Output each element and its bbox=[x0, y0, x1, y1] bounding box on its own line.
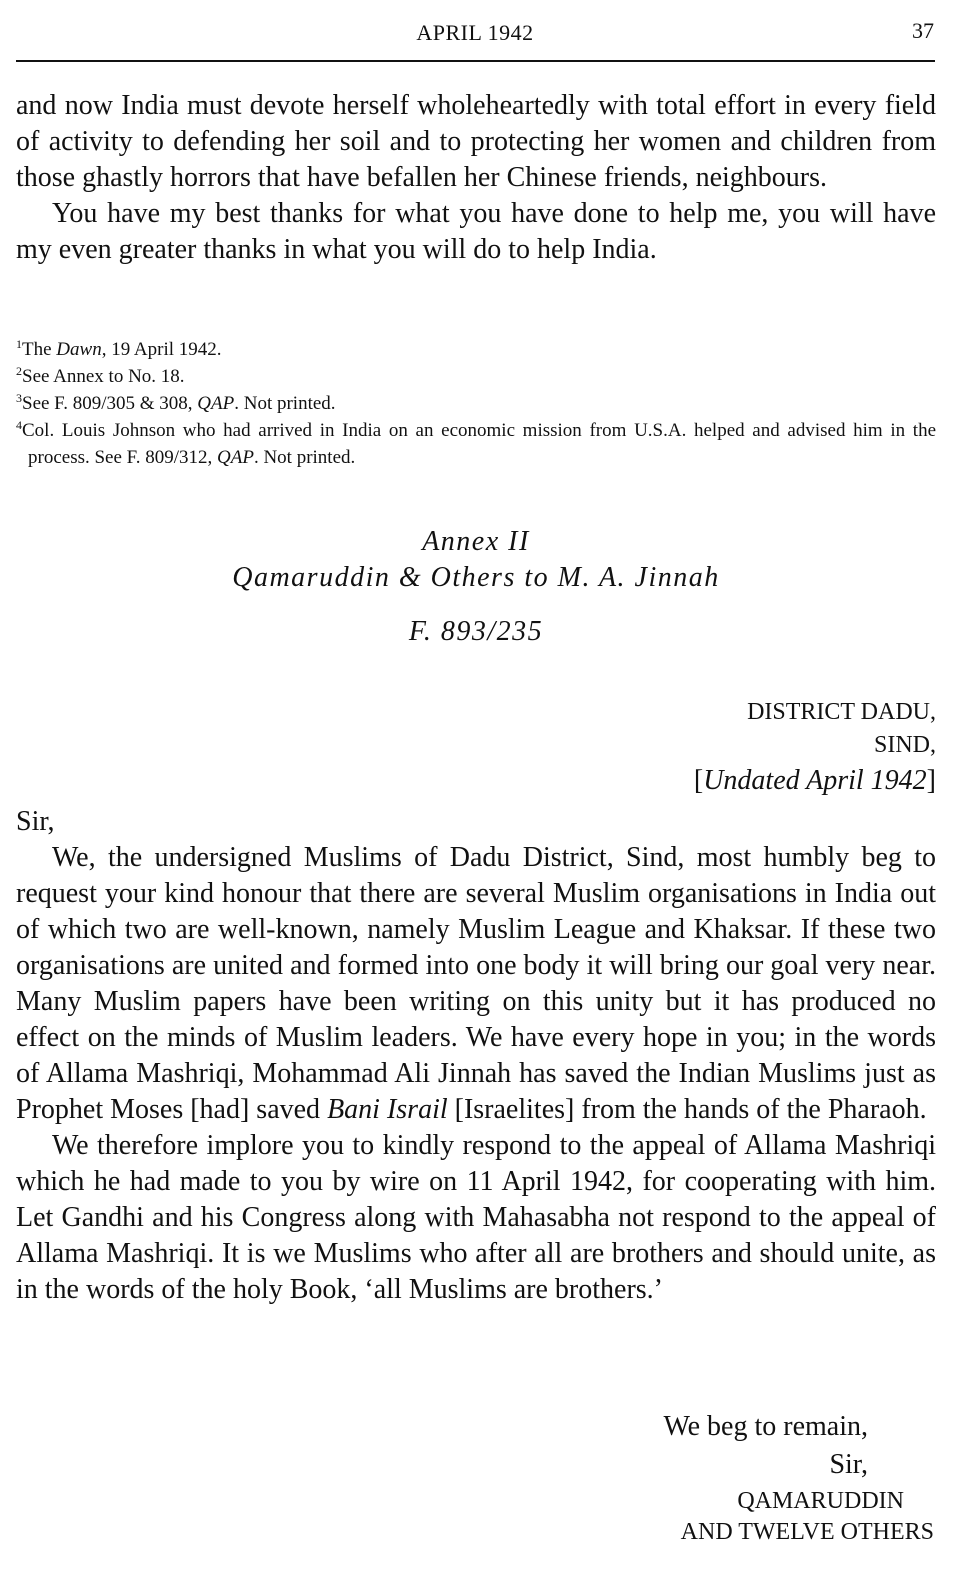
signatories bbox=[680, 1486, 934, 1548]
sender-address bbox=[694, 696, 936, 800]
footnote: $^1$The Dawn, 19 April 1942. bbox=[16, 337, 222, 360]
footnotes bbox=[16, 336, 936, 471]
closing-line: We beg to remain, bbox=[663, 1411, 868, 1442]
annex-subtitle: Qamaruddin & Others to M. A. Jinnah bbox=[232, 562, 720, 593]
annex-heading bbox=[16, 524, 936, 650]
paragraph: We, the undersigned Muslims of Dadu District, Sind, most humbly beg to request your kind honour that there are several Muslim organisations in India out of which two are well-known, namely Muslim League and Khaksar. If these two organisations are united and formed into one body it will bring our goal very near. Many Muslim papers have been writing on this unity but it has produced no effect on the minds of Muslim leaders. We have every hope in you; in the words of Allama Mashriqi, Mohammad Ali Jinnah has saved the Indian Muslims just as Prophet Moses [had] saved Bani Israil [Israelites] from the hands of the Pharaoh. bbox=[16, 842, 936, 1125]
signatory-name: QAMARUDDIN bbox=[737, 1488, 904, 1514]
address-line: DISTRICT DADU, bbox=[747, 699, 936, 725]
paragraph: You have my best thanks for what you have done to help me, you will have my even greater thanks in what you will do to help India. bbox=[16, 198, 936, 265]
paragraph: We therefore implore you to kindly respond to the appeal of Allama Mashriqi which he had made to you by wire on 11 April 1942, for cooperating with him. Let Gandhi and his Congress along with Mahasabha not respond to the appeal of Allama Mashriqi. It is we Muslims who after all are brothers and should unite, as in the words of the holy Book, ‘all Muslims are brothers.’ bbox=[16, 1130, 936, 1305]
footnote: $^4$Col. Louis Johnson who had arrived in India on an economic mission from U.S.A. helped and advised him in the process. See F. 809/312, QAP. Not printed. bbox=[16, 418, 936, 468]
file-reference: F. 893/235 bbox=[408, 616, 544, 647]
signatory-name: AND TWELVE OTHERS bbox=[680, 1519, 934, 1545]
page-number: 37 bbox=[912, 18, 934, 43]
footnote: $^2$See Annex to No. 18. bbox=[16, 364, 185, 387]
annex-title: Annex II bbox=[422, 526, 530, 557]
header-rule bbox=[16, 60, 935, 62]
running-header bbox=[16, 18, 934, 48]
letter-date: [Undated April 1942] bbox=[693, 765, 936, 796]
salutation: Sir, bbox=[16, 806, 55, 837]
footnote-marker: 3 bbox=[16, 391, 22, 405]
paragraph: and now India must devote herself wholeheartedly with total effort in every field of activity to defending her soil and to protecting her women and children from those ghastly horrors that have befallen her Chinese friends, neighbours. bbox=[16, 90, 936, 193]
closing-salutation: Sir, bbox=[829, 1449, 868, 1480]
footnote-marker: 4 bbox=[16, 418, 22, 432]
continued-letter-text bbox=[16, 88, 936, 268]
footnote-marker: 1 bbox=[16, 337, 22, 351]
closing bbox=[663, 1408, 868, 1484]
footnote-marker: 2 bbox=[16, 364, 22, 378]
letter-body bbox=[16, 804, 936, 1308]
address-line: SIND, bbox=[873, 732, 936, 758]
running-title: APRIL 1942 bbox=[416, 20, 534, 45]
footnote: $^3$See F. 809/305 & 308, QAP. Not printed. bbox=[16, 391, 336, 414]
